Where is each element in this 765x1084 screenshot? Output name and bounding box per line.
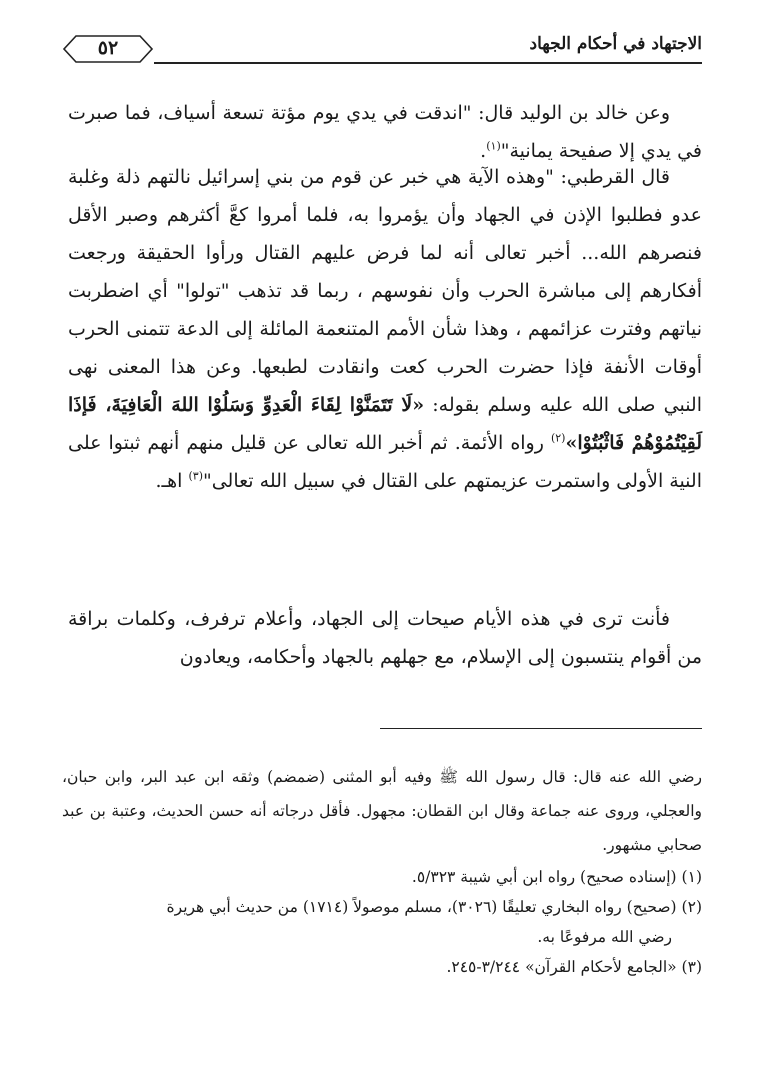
footnote-continuation: رضي الله عنه قال: قال رسول الله ﷺ وفيه أبو المثنى (ضمضم) وثقه ابن عبد البر، وابن حبان، والعجلي، وروى عنه جماعة وقال ابن القطان: مجهول. فأقل درجاته أنه حسن الحديث، وعتبة بن عبد صحابي مشهور. [62, 768, 702, 854]
book-title: الاجتهاد في أحكام الجهاد [529, 34, 702, 54]
footnote-text: «الجامع لأحكام القرآن» ٣/٢٤٤-٢٤٥. [446, 958, 677, 976]
footnote-item [62, 862, 702, 892]
footnote-ref: (٢) [550, 431, 566, 445]
footnotes [62, 760, 702, 982]
footnote-text-continued: رضي الله مرفوعًا به. [537, 928, 672, 946]
page-number: ٥٢ [97, 37, 119, 59]
paragraph-qurtubi [68, 158, 702, 500]
paragraph-text: وعن خالد بن الوليد قال: "اندقت في يدي يوم مؤتة تسعة أسياف، فما صبرت في يدي إلا صفيحة يمانية" [68, 102, 702, 162]
paragraph-end: اهـ. [155, 470, 183, 492]
hadith-quote: «لَا تَتَمَنَّوْا لِقَاءَ الْعَدِوِّ وَسَلُوْا اللهَ الْعَافِيَةَ، فَإذَا لَقِيْتُمُوْهُمْ فَاثْبُتُوْا» [68, 394, 702, 454]
footnote-item [62, 892, 702, 952]
paragraph-end: . [480, 140, 487, 162]
paragraph-text: فأنت ترى في هذه الأيام صيحات إلى الجهاد، وأعلام ترفرف، وكلمات براقة من أقوام ينتسبون إلى الإسلام، مع جهلهم بالجهاد وأحكامه، ويعادون [68, 608, 702, 668]
footnote-number: (٢) [681, 898, 702, 916]
page-number-badge [62, 34, 154, 62]
footnote-divider [380, 728, 702, 729]
footnote-number: (٣) [681, 958, 702, 976]
paragraph-text: رواه الأئمة. ثم أخبر الله تعالى عن قليل منهم أنهم ثبتوا على النية الأولى واستمرت عزيمتهم على القتال في سبيل الله تعالى" [68, 432, 702, 492]
footnote-text: (إسناده صحيح) رواه ابن أبي شيبة ٥/٣٢٣. [411, 868, 677, 886]
footnote-number: (١) [681, 868, 702, 886]
page-header [62, 30, 702, 70]
header-divider [154, 62, 702, 64]
footnote-ref: (١) [486, 139, 501, 153]
footnote-ref: (٣) [188, 469, 203, 483]
paragraph-conclusion [68, 600, 702, 676]
paragraph-text: قال القرطبي: "وهذه الآية هي خبر عن قوم من بني إسرائيل نالتهم ذلة وغلبة عدو فطلبوا الإذن في الجهاد وأن يؤمروا به، فلما أمروا كعَّ أكثرهم وصبر الأقل فنصرهم الله... أخبر تعالى أنه لما فرض عليهم القتال ورأوا الحقيقة ورجعت أفكارهم إلى مباشرة الحرب وأن نفوسهم ، ربما قد تذهب "تولوا" أي اضطربت نياتهم وفترت عزائمهم ، وهذا شأن الأمم المتنعمة المائلة إلى الدعة تتمنى الحرب أوقات الأنفة فإذا حضرت الحرب كعت وانقادت لطبعها. وعن هذا المعنى نهى النبي صلى الله عليه وسلم بقوله: [68, 166, 703, 416]
footnote-text: (صحيح) رواه البخاري تعليقًا (٣٠٢٦)، مسلم موصولاً (١٧١٤) من حديث أبي هريرة [166, 898, 677, 916]
footnote-item [62, 952, 702, 982]
